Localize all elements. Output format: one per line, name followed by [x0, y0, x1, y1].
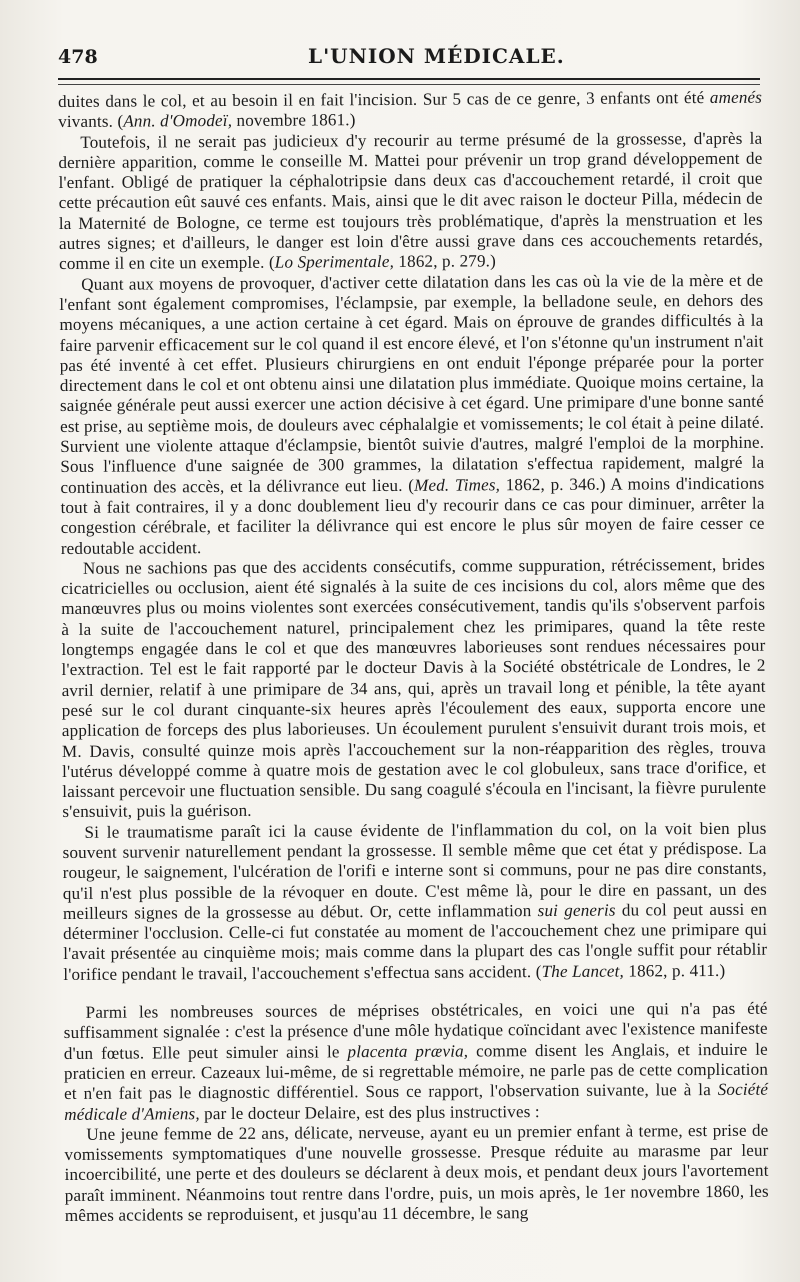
italic-citation: Ann. d'Omodeï,: [123, 111, 233, 131]
italic-citation: Société médicale d'Amiens,: [64, 1079, 769, 1124]
text-run: Toutefois, il ne serait pas judicieux d'y recourir au terme présumé de la grossesse, d'après la dernière apparition, comme le conseille M. Mattei pour prévenir un trop grand développement de l'enfant. Obligé de pratiquer la céphalotripsie dans deux cas d'accouchement retardé, il croit que cette précaution eût sauvé ces enfants. Mais, ainsi que le dit avec raison le docteur Pilla, médecin de la Maternité de Bologne, ce terme est toujours très problématique, d'après la menstruation et les autres signes; et d'ailleurs, le danger est loin d'être aussi grave dans ces accouchements retardés, comme il en cite un exemple. (: [58, 128, 763, 274]
italic-citation: Lo Sperimentale,: [274, 252, 395, 273]
text-run: 1862, p. 279.): [393, 251, 496, 272]
text-run: duites dans le col, et au besoin il en fait l'incision. Sur 5 cas de ce genre, 3 enfants ont été: [58, 88, 710, 111]
text-run: 1862, p. 346.) A moins d'indications tout à fait contraires, il y a donc doublement lieu d'y recourir dans ce cas pour diminuer, arrêter la congestion cérébrale, et faciliter la délivrance qui est encore le plus sûr moyen de faire cesser ce redoutable accident.: [60, 473, 765, 558]
paragraph-p1: [58, 88, 762, 133]
running-title: L'UNION MÉDICALE.: [308, 44, 565, 68]
paragraph-p7: [64, 1121, 769, 1227]
text-run: 1862, p. 411.): [623, 960, 726, 981]
text-run: Si le traumatisme paraît ici la cause évidente de l'inflammation du col, on la voit bien plus souvent survenir naturellement pendant la grossesse. Il semble même que cet état y prédispose. La rougeur, le saignement, l'ulcération de l'orifi e interne sont si communs, pour ne pas dire constants, qu'il n'est plus possible de la révoquer en doute. C'est même là, pour le dire en passant, un des meilleurs signes de la grossesse au début. Or, cette inflammation: [62, 818, 767, 923]
page-number: 478: [58, 46, 98, 68]
italic-citation: placenta prævia,: [347, 1041, 469, 1061]
text-run: Parmi les nombreuses sources de méprises obstétricales, en voici une qui n'a pas été suffisamment signalée : c'est la présence d'une môle hydatique coïncidant avec l'existence manifeste d'un fœtus. Elle peut simuler ainsi le: [63, 998, 768, 1063]
text-run: par le docteur Delaire, est des plus instructives :: [199, 1101, 540, 1123]
italic-citation: amenés: [709, 87, 763, 108]
italic-citation: Med. Times,: [414, 474, 501, 495]
body-text: [58, 88, 769, 1227]
text-run: Nous ne sachions pas que des accidents consécutifs, comme suppuration, rétrécissement, brides cicatricielles ou occlusion, aient été signalés à la suite de ces incisions du col, alors même que des manœuvres plus ou moins violentes sont exercées consécutivement, tandis qu'ils s'observent parfois à la suite de l'accouchement naturel, principalement chez les primipares, quand la tête reste longtemps engagée dans le col et que des manœuvres laborieuses sont rendues nécessaires pour l'extraction. Tel est le fait rapporté par le docteur Davis à la Société obstétricale de Londres, le 2 avril dernier, relatif à une primipare de 34 ans, qui, après un travail long et pénible, la tête ayant pesé sur le col durant cinquante-six heures après l'écoulement des eaux, supporta encore une application de forceps des plus laborieuses. Un écoulement purulent s'ensuivit durant trois mois, et M. Davis, consulté quinze mois après l'accouchement sur la non-réapparition des règles, trouva l'utérus développé comme à quatre mois de gestation avec le col globuleux, sans trace d'orifice, et laissant percevoir une fluctuation sensible. Du sang coagulé s'écoula en l'incisant, la fièvre purulente s'ensuivit, puis la guérison.: [60, 554, 767, 822]
text-run: comme disent les Anglais, et induire le praticien en erreur. Cazeaux lui-même, de si regrettable mémoire, ne parle pas de cette complication et n'en fait pas le diagnostic différentiel. Sous ce rapport, l'observation suivante, lue à la: [63, 1039, 769, 1104]
text-run: du col peut aussi en déterminer l'occlusion. Celle-ci fut constatée au moment de l'accouchement chez une primipare qui l'avait présentée au cinquième mois; mais comme dans la plupart des cas l'ongle suffit pour rétablir l'orifice pendant le travail, l'accouchement s'effectua sans accident. (: [63, 899, 768, 984]
text-run: novembre 1861.): [232, 110, 356, 131]
italic-citation: sui generis: [537, 900, 616, 920]
paragraph-p4: [61, 555, 767, 823]
header-rule: [58, 78, 760, 80]
paragraph-p5: [62, 818, 767, 985]
header-rule-thin: [58, 84, 760, 85]
paragraph-p3: [59, 270, 765, 558]
italic-citation: The Lancet,: [541, 961, 624, 981]
paragraph-p6: [64, 999, 769, 1125]
paragraph-p2: [58, 128, 763, 274]
text-run: vivants. (: [58, 111, 124, 132]
text-run: Une jeune femme de 22 ans, délicate, nerveuse, ayant eu un premier enfant à terme, est prise de vomissements symptomatiques d'une nouvelle grossesse. Presque réduite au marasme par leur incoercibilité, une perte et des douleurs se déclarent à deux mois, et pendant deux jours l'avortement paraît imminent. Néanmoins tout rentre dans l'ordre, puis, un mois après, le 1er novembre 1860, les mêmes accidents se reproduisent, et jusqu'au 11 décembre, le sang: [64, 1120, 769, 1226]
text-run: Quant aux moyens de provoquer, d'activer cette dilatation dans les cas où la vie de la mère et de l'enfant sont également compromises, l'éclampsie, par exemple, la belladone seule, en dehors des moyens mécaniques, a une action certaine à cet égard. Mais on éprouve de grandes difficultés à la faire parvenir efficacement sur le col quand il est encore élevé, et l'on s'étonne qu'un instrument n'ait pas été inventé à cet effet. Plusieurs chirurgiens en ont enduit l'éponge préparée pour la porter directement dans le col et ont obtenu ainsi une dilatation plus immédiate. Quoique moins certaine, la saignée générale peut aussi exercer une action décisive à cet égard. Une primipare d'une bonne santé est prise, au septième mois, de douleurs avec céphalalgie et vomissements; le col était à peine dilaté. Survient une violente attaque d'éclampsie, bientôt suivie d'autres, malgré l'emploi de la morphine. Sous l'influence d'une saignée de 300 grammes, la dilatation s'effectua rapidement, malgré la continuation des accès, et la délivrance eut lieu. (: [59, 270, 765, 497]
page-header: [58, 42, 758, 70]
